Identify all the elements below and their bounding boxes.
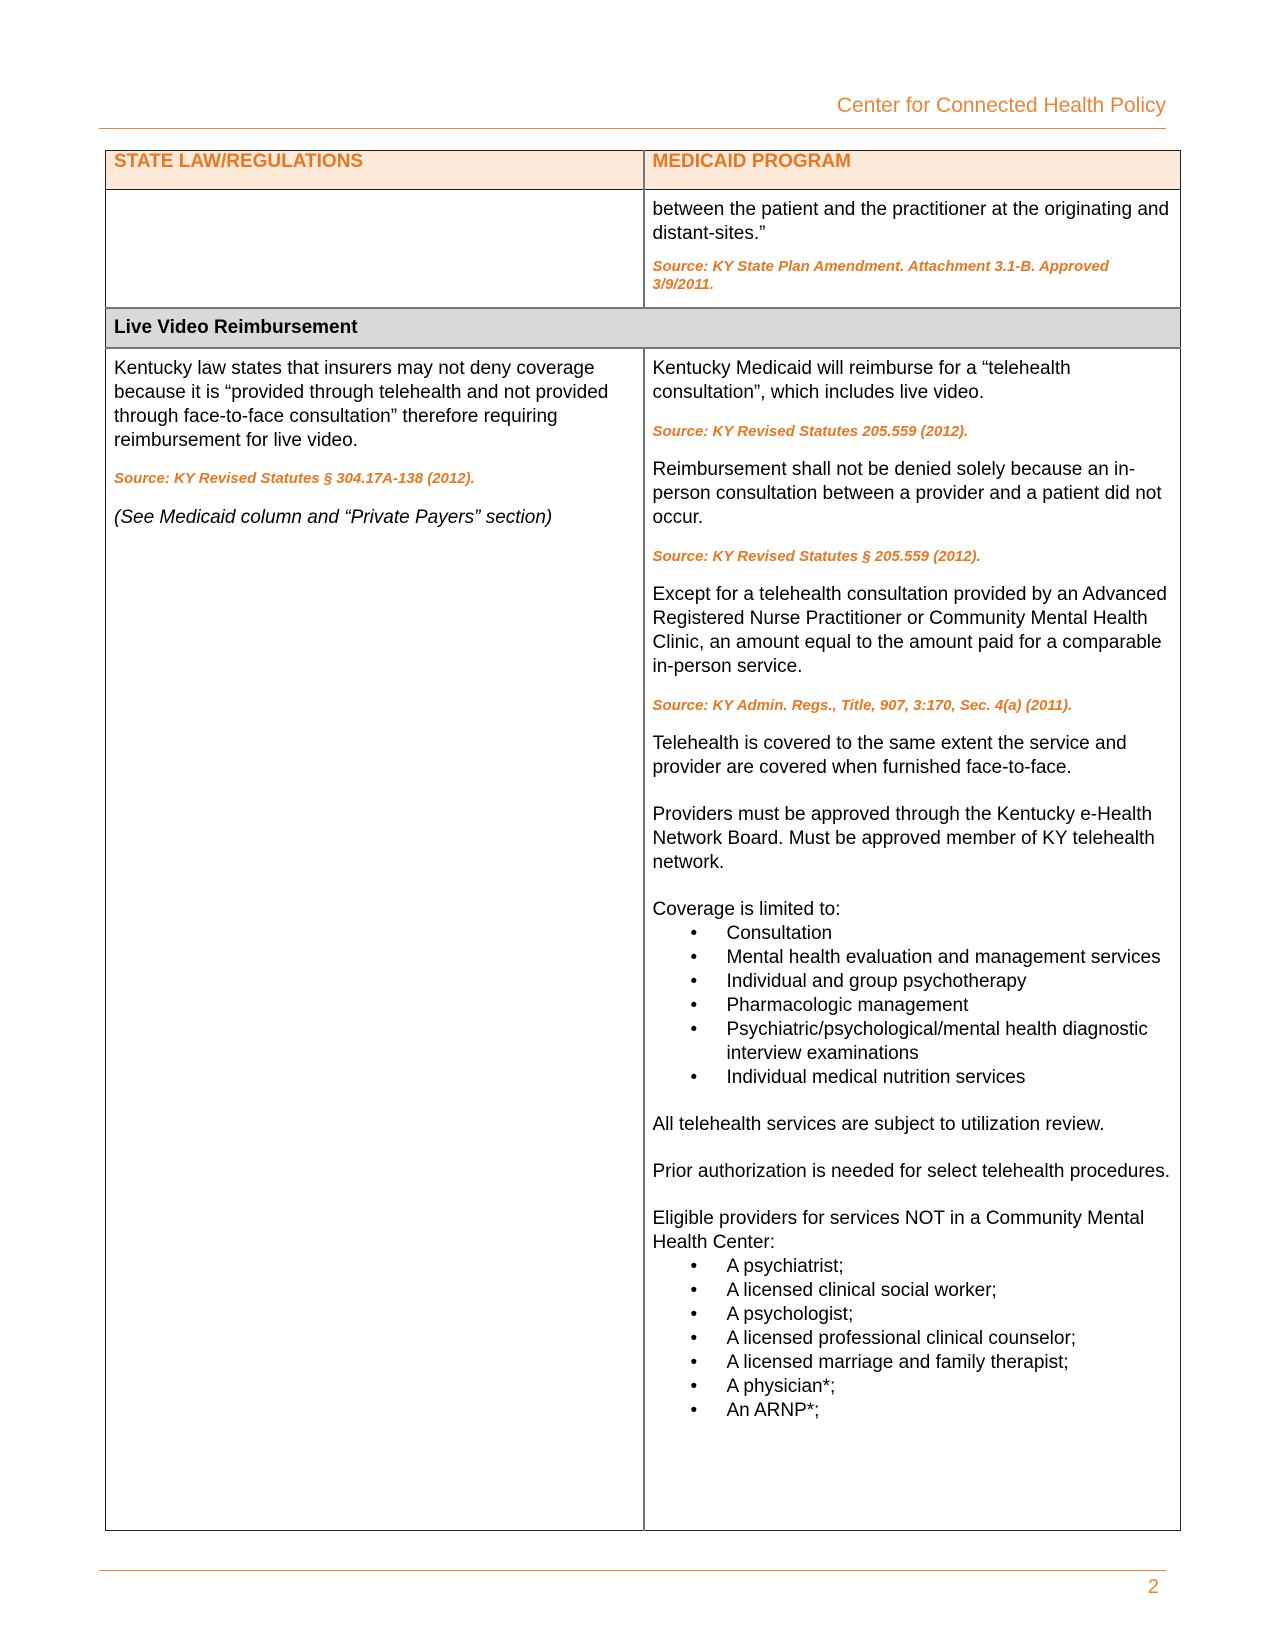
medicaid-paragraph-3: Except for a telehealth consultation provided by an Advanced Registered Nurse Practitioner or Community Mental Health Clinic, an amount equal to the amount paid for a comparable in-person service. — [652, 583, 1167, 677]
bullet-icon: • — [690, 1303, 698, 1325]
bullet-icon: • — [690, 970, 698, 992]
providers-intro: Eligible providers for services NOT in a Community Mental Health Center: — [652, 1207, 1145, 1253]
coverage-item: • Pharmacologic management — [690, 994, 969, 1016]
bullet-icon: • — [690, 1255, 698, 1277]
organization-name: Center for Connected Health Policy — [836, 94, 1166, 117]
medicaid-paragraph-5: Providers must be approved through the Kentucky e-Health Network Board. Must be approved member of KY telehealth network. — [652, 803, 1155, 873]
bullet-icon: • — [690, 922, 698, 944]
medicaid-cell — [644, 348, 1181, 1531]
coverage-item: • Consultation — [690, 922, 833, 944]
bullet-icon: • — [690, 1327, 698, 1349]
coverage-intro: Coverage is limited to: — [652, 898, 841, 920]
bullet-icon: • — [690, 946, 698, 968]
column-header-state-law: STATE LAW/REGULATIONS — [106, 151, 644, 190]
bullet-icon: • — [690, 1279, 698, 1301]
medicaid-source-2: Source: KY Revised Statutes § 205.559 (2012). — [652, 547, 981, 565]
state-law-source: Source: KY Revised Statutes § 304.17A-138 (2012). — [114, 469, 475, 487]
source-citation: Source: KY State Plan Amendment. Attachment 3.1-B. Approved 3/9/2011. — [652, 258, 1109, 293]
medicaid-paragraph-7: Prior authorization is needed for select telehealth procedures. — [652, 1160, 1171, 1182]
medicaid-source-3: Source: KY Admin. Regs., Title, 907, 3:170, Sec. 4(a) (2011). — [652, 696, 1073, 714]
provider-item: • A licensed marriage and family therapist; — [690, 1351, 1069, 1373]
coverage-item: • Psychiatric/psychological/mental health diagnostic interview examinations — [690, 1018, 1148, 1064]
continued-row-state-law-cell — [106, 190, 644, 308]
medicaid-paragraph-6: All telehealth services are subject to utilization review. — [652, 1113, 1105, 1135]
medicaid-paragraph-1: Kentucky Medicaid will reimburse for a “telehealth consultation”, which includes live video. — [652, 357, 1071, 403]
coverage-item: • Individual and group psychotherapy — [690, 970, 1027, 992]
coverage-item: • Mental health evaluation and management services — [690, 946, 1161, 968]
bullet-icon: • — [690, 1399, 698, 1421]
coverage-list — [653, 922, 1173, 1090]
continued-row-medicaid-cell — [644, 190, 1181, 308]
providers-list — [653, 1255, 1173, 1423]
column-header-medicaid: MEDICAID PROGRAM — [644, 151, 1181, 190]
provider-item: • A physician*; — [690, 1375, 836, 1397]
section-row-live-video — [106, 308, 1181, 348]
medicaid-source-1: Source: KY Revised Statutes 205.559 (2012). — [652, 422, 969, 440]
provider-item: • A licensed professional clinical counselor; — [690, 1327, 1077, 1349]
coverage-item: • Individual medical nutrition services — [690, 1066, 1026, 1088]
column-header-row — [106, 151, 1181, 190]
continued-row — [106, 190, 1181, 308]
state-law-text: Kentucky law states that insurers may not deny coverage because it is “provided through telehealth and not provided through face-to-face consultation” therefore requiring reimbursement for live video. — [114, 357, 609, 451]
page-header — [99, 92, 1166, 129]
provider-item: • An ARNP*; — [690, 1399, 820, 1421]
provider-item: • A licensed clinical social worker; — [690, 1279, 997, 1301]
provider-item: • A psychologist; — [690, 1303, 854, 1325]
section-title: Live Video Reimbursement — [106, 308, 1181, 348]
provider-item: • A psychiatrist; — [690, 1255, 844, 1277]
bullet-icon: • — [690, 1375, 698, 1397]
bullet-icon: • — [690, 1066, 698, 1088]
bullet-icon: • — [690, 994, 698, 1016]
policy-table — [105, 150, 1181, 1531]
state-law-note: (See Medicaid column and “Private Payers” section) — [114, 506, 553, 528]
bullet-icon: • — [690, 1018, 698, 1040]
state-law-cell — [106, 348, 644, 1531]
continued-text: between the patient and the practitioner at the originating and distant-sites.” — [652, 199, 1170, 244]
footer-divider — [99, 1570, 1166, 1571]
medicaid-paragraph-2: Reimbursement shall not be denied solely because an in-person consultation between a provider and a patient did not occur. — [652, 458, 1162, 528]
medicaid-paragraph-4: Telehealth is covered to the same extent the service and provider are covered when furnished face-to-face. — [652, 732, 1127, 778]
bullet-icon: • — [690, 1351, 698, 1373]
page-number: 2 — [1147, 1576, 1159, 1598]
live-video-row — [106, 348, 1181, 1531]
